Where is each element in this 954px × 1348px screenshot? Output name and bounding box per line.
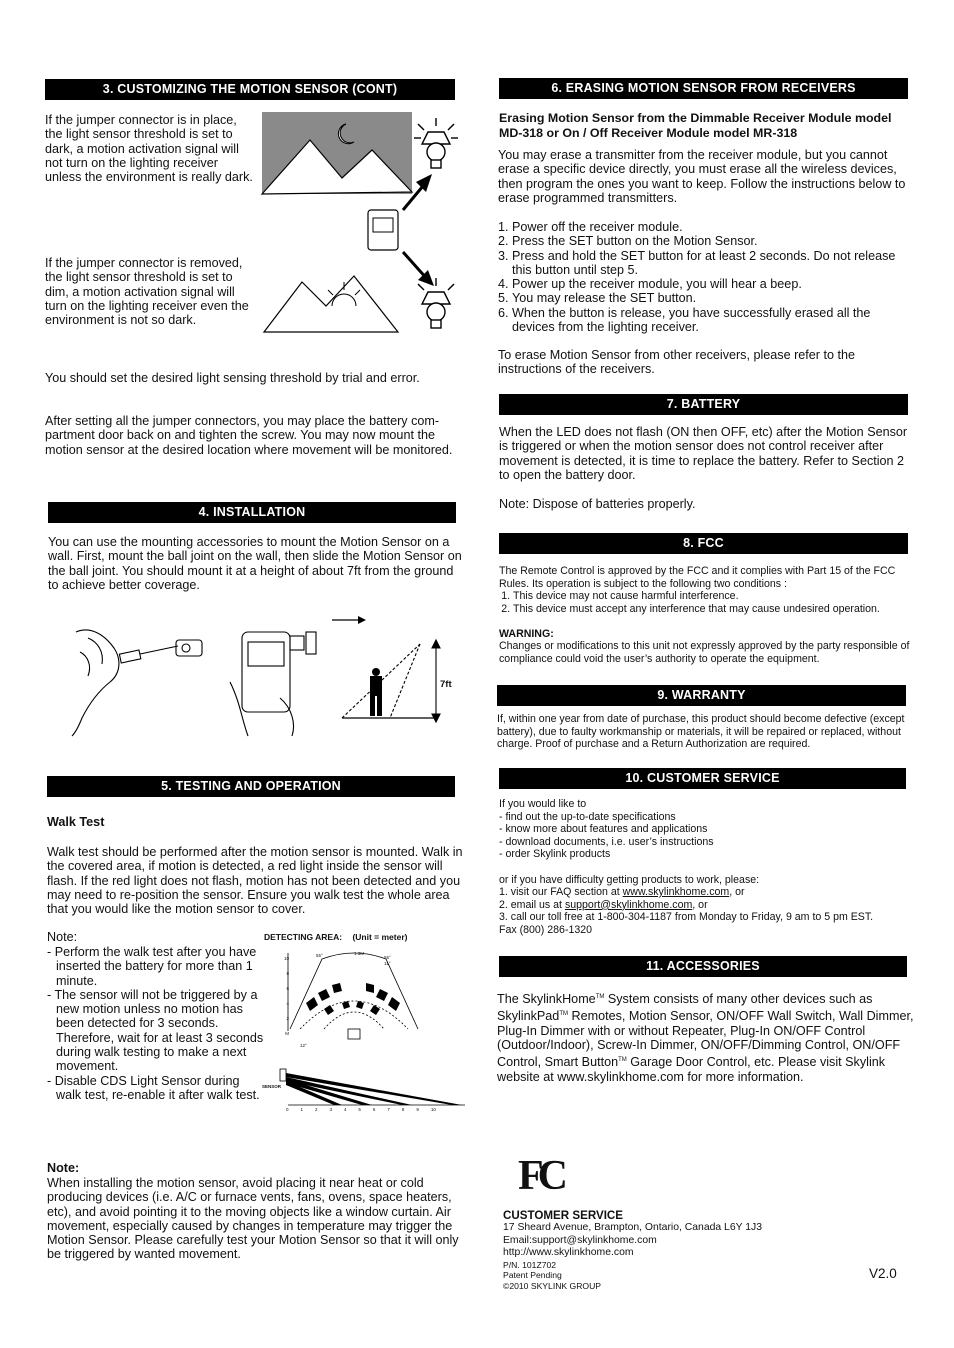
- dark-scene-illustration: [258, 110, 458, 335]
- x-tick: 8: [401, 1107, 405, 1112]
- dim-label: 1.3M: [354, 951, 365, 956]
- section-6-header: 6. ERASING MOTION SENSOR FROM RECEIVERS: [499, 78, 908, 99]
- angle-label-side: 12°: [300, 1043, 307, 1048]
- x-tick: 3: [329, 1107, 332, 1112]
- x-tick: 5: [358, 1107, 361, 1112]
- detecting-area-label: DETECTING AREA:: [264, 932, 343, 942]
- faq-link[interactable]: www.skylinkhome.com: [622, 886, 730, 899]
- detecting-area-diagram: [262, 945, 467, 1117]
- cs-line-1: 1. visit our FAQ section at www.skylinkhome.com, or: [499, 886, 745, 899]
- section-4-p1: You can use the mounting accessories to mount the Motion Sensor on a wall. First, mount the ball joint on the wall, then slide the Motion Sensor on the ball joint. You should mount it at a height of about 7ft from the ground to achieve better coverage.: [48, 535, 462, 592]
- footer-copyright: ©2010 SKYLINK GROUP: [503, 1280, 602, 1291]
- section-9-p1: If, within one year from date of purchase, this product should become defective (except battery), due to faulty workmanship or materials, it will be repaired or replaced, without charge. Proof of purchase and a Return Authorization are required.: [497, 713, 905, 751]
- section-3-p2: If the jumper connector is removed, the light sensor threshold is set to dim, a motion activation signal will turn on the lighting receiver even the environment is not so dark.: [45, 256, 249, 328]
- walk-note-1: - Perform the walk test after you have inserted the battery for more than 1 minute.: [47, 945, 257, 988]
- erase-step: 1. Power off the receiver module.: [512, 220, 912, 234]
- y-tick: 8: [286, 971, 289, 976]
- x-tick: 2: [314, 1107, 318, 1112]
- cs-item: - find out the up-to-date specifications: [499, 810, 676, 823]
- installation-illustration: [70, 612, 460, 740]
- x-tick: 9: [416, 1107, 419, 1112]
- section-7-header: 7. BATTERY: [499, 394, 908, 415]
- detecting-area-title: [264, 932, 407, 942]
- angle-label-right: 55°: [384, 955, 391, 960]
- x-tick-labels: [286, 1107, 436, 1112]
- section-3-p4: After setting all the jumper connectors, you may place the battery com-partment door back on and tighten the screw. You may now mount the motion sensor at the desired location where movement will be monitored.: [45, 414, 453, 457]
- x-tick: 10: [430, 1107, 436, 1112]
- erase-step: 2. Press the SET button on the Motion Sensor.: [512, 234, 912, 248]
- cs-intro: If you would like to: [499, 798, 587, 810]
- footer-cs-title: CUSTOMER SERVICE: [503, 1209, 624, 1222]
- footer-web: http://www.skylinkhome.com: [503, 1247, 634, 1258]
- section-10-header: 10. CUSTOMER SERVICE: [499, 768, 906, 789]
- walk-test-title: Walk Test: [47, 815, 105, 829]
- angle-label-inner: 11°: [384, 961, 391, 966]
- erase-step: 5. You may release the SET button.: [512, 291, 912, 305]
- erase-step: 4. Power up the receiver module, you will hear a beep.: [512, 277, 912, 291]
- cs-difficulty: or if you have difficulty getting products to work, please:: [499, 873, 760, 886]
- cs-fax: Fax (800) 286-1320: [499, 923, 593, 936]
- footer-block: [503, 1209, 833, 1291]
- fcc-warning-text: Changes or modifications to this unit not expressly approved by the party responsible of compliance could void the user’s authority to operate the equipment.: [499, 640, 910, 665]
- y-tick: 6: [286, 986, 289, 991]
- section-10-block: [499, 798, 919, 937]
- final-note-paragraph: When installing the motion sensor, avoid placing it near heat or cold producing devices (i.e. A/C or furnace vents, fans, ovens, space heaters, etc), and avoid pointing it to the moving objects like a window curtain. Air movement, especially caused by changes in temperature may trigger the Motion Sensor. Please carefully test your Motion Sensor so that it will only be triggered by wanted movement.: [47, 1176, 459, 1262]
- section-7-p1: When the LED does not flash (ON then OFF, etc) after the Motion Sensor is triggered or when the motion sensor does not control receiver after movement is detected, it is time to replace the battery. Refer to Section 2 to open the battery door.: [499, 425, 908, 482]
- y-tick: 10: [283, 956, 289, 961]
- footer-address: 17 Sheard Avenue, Brampton, Ontario, Canada L6Y 1J3: [503, 1222, 762, 1233]
- walk-note-2: - The sensor will not be triggered by a new motion unless no motion has been detected for 3 seconds. Therefore, wait for at least 3 seconds during walk testing to make a next movement.: [47, 987, 264, 1074]
- cs-line-2: 2. email us at support@skylinkhome.com, or: [499, 898, 708, 911]
- section-8-p1: The Remote Control is approved by the FCC and it complies with Part 15 of the FCC Rules. Its operation is subject to the following two conditions :: [499, 565, 896, 590]
- section-3-header: 3. CUSTOMIZING THE MOTION SENSOR (CONT): [45, 79, 455, 100]
- y-tick: 4: [286, 1001, 289, 1006]
- sensor-label: SENSOR: [262, 1084, 282, 1089]
- y-tick-labels: [279, 951, 289, 1041]
- final-note-title: Note:: [47, 1161, 80, 1175]
- section-9-header: 9. WARRANTY: [497, 685, 906, 706]
- fcc-warning-title: WARNING:: [499, 628, 554, 640]
- version-label: V2.0: [869, 1266, 897, 1281]
- walk-note-3: - Disable CDS Light Sensor during walk test, re-enable it after walk test.: [47, 1073, 260, 1102]
- section-11-paragraph: The SkylinkHome™ System consists of many other devices such as SkylinkPad™ Remotes, Motion Sensor, ON/OFF Wall Switch, Wall Dimmer, Plug-In Dimmer with or without Repeater, Plug-In ON/OFF Control (Outdoor/Indoor), Screw-In Dimmer, ON/OFF/Dimming Control, ON/OFF Control, Smart Button™ Garage Door Control, etc. Please visit Skylink website at www.skylinkhome.com for more information.: [497, 992, 914, 1084]
- cs-item: - order Skylink products: [499, 848, 611, 861]
- support-email-link[interactable]: support@skylinkhome.com: [564, 898, 693, 911]
- walk-notes-list: [47, 945, 267, 1102]
- x-tick: 6: [372, 1107, 376, 1112]
- x-tick: 7: [387, 1107, 390, 1112]
- fcc-condition: 2. This device must accept any interference that may cause undesired operation.: [513, 603, 923, 616]
- walk-test-paragraph: Walk test should be performed after the motion sensor is mounted. Walk in the covered area, if motion is detected, a red light inside the sensor will flash. If the red light does not flash, motion has not been detected and you may need to re-position the sensor. Ensure you walk test the whole area that you would like the motion sensor to cover.: [47, 845, 463, 917]
- cs-item: - download documents, i.e. user’s instructions: [499, 835, 714, 848]
- footer-patent: Patent Pending: [503, 1270, 562, 1280]
- footer-pn: P/N. 101Z702: [503, 1259, 557, 1270]
- height-label: 7ft: [440, 679, 452, 690]
- walk-note-label: Note:: [47, 930, 78, 944]
- section-6-subtitle: Erasing Motion Sensor from the Dimmable Receiver Module model MD-318 or On / Off Receiver Module model MR-318: [499, 111, 892, 140]
- section-3-p3: You should set the desired light sensing threshold by trial and error.: [45, 371, 420, 385]
- section-8-header: 8. FCC: [499, 533, 908, 554]
- fcc-conditions-list: [499, 590, 923, 615]
- section-11-header: 11. ACCESSORIES: [499, 956, 907, 977]
- section-5-header: 5. TESTING AND OPERATION: [47, 776, 455, 797]
- detecting-area-unit: (Unit = meter): [352, 932, 408, 942]
- erase-step: 6. When the button is release, you have successfully erased all the devices from the lighting receiver.: [512, 306, 912, 335]
- x-tick: 4: [343, 1107, 347, 1112]
- cs-item: - know more about features and applications: [499, 823, 708, 836]
- angle-label-left: 55°: [316, 953, 323, 958]
- section-6-outro: To erase Motion Sensor from other receivers, please refer to the instructions of the receivers.: [498, 348, 855, 377]
- cs-line-3: 3. call our toll free at 1-800-304-1187 from Monday to Friday, 9 am to 5 pm EST.: [499, 911, 874, 924]
- x-tick: 0: [286, 1107, 289, 1112]
- erase-steps-list: [498, 220, 912, 334]
- erase-step: 3. Press and hold the SET button for at least 2 seconds. Do not release this button until step 5.: [512, 249, 912, 278]
- section-4-header: 4. INSTALLATION: [48, 502, 456, 523]
- section-7-p2: Note: Dispose of batteries properly.: [499, 497, 696, 511]
- footer-email: Email:support@skylinkhome.com: [503, 1234, 657, 1246]
- fcc-logo: FC: [518, 1153, 562, 1199]
- y-tick: 2: [286, 1016, 289, 1021]
- y-tick: M: [285, 1031, 289, 1036]
- fcc-condition: 1. This device may not cause harmful interference.: [513, 590, 923, 603]
- section-6-intro: You may erase a transmitter from the receiver module, but you cannot erase a specific device directly, you must erase all the wireless devices, then program the ones you want to keep. Follow the instructions below to erase programmed transmitters.: [498, 148, 906, 205]
- x-tick: 1: [300, 1107, 303, 1112]
- section-3-p1: If the jumper connector is in place, the light sensor threshold is set to dark, a motion activation signal will not turn on the lighting receiver unless the environment is really dark.: [45, 113, 253, 185]
